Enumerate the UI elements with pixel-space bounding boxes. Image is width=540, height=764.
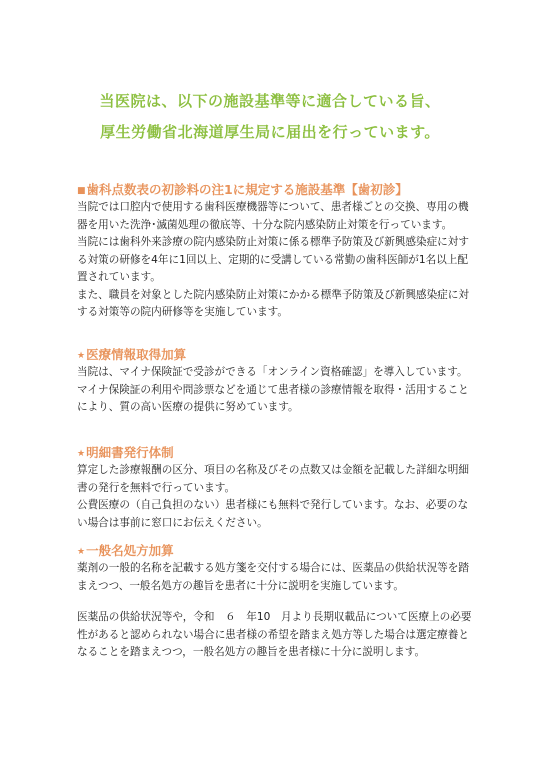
star-bullet-icon: ★ — [77, 449, 86, 459]
page-title-line-2: 厚生労働省北海道厚生局に届出を行っています。 — [100, 123, 440, 141]
star-bullet-icon: ★ — [77, 547, 86, 557]
section-heading-text: 一般名処方加算 — [86, 543, 174, 558]
paragraph: 当院では口腔内で使用する歯科医療機器等について、患者様ごとの交換、専用の機器を用いた洗浄･滅菌処理の徹底等、十分な院内感染防止対策を行っています。 — [77, 201, 469, 231]
square-bullet-icon: ■ — [77, 186, 86, 196]
paragraph: また、職員を対象とした院内感染防止対策にかかる標準予防策及び新興感染症に対する対策等の院内研修等を実施しています。 — [77, 288, 469, 318]
paragraph: 薬剤の一般的名称を記載する処方箋を交付する場合には、医薬品の供給状況等を踏まえつつ、一般名処方の趣旨を患者に十分に説明を実施しています。 — [77, 562, 469, 592]
paragraph-spacer — [77, 595, 472, 609]
paragraph: 公費医療の（自己負担のない）患者様にも無料で発行しています。なお、必要のない場合は事前に窓口にお伝えください。 — [77, 499, 469, 529]
section-heading-text: 医療情報取得加算 — [86, 347, 187, 362]
paragraph: 医薬品の供給状況等や，令和 ６ 年10 月より長期収載品について医療上の必要性があると認められない場合に患者様の希望を踏まえ処方等した場合は選定療養となることを踏まえつつ，一般名処方の趣旨を患者様に十分に説明します。 — [77, 611, 472, 658]
section-body-medical-info — [77, 364, 472, 417]
section-body-itemized-receipt — [77, 462, 472, 532]
section-heading-generic-prescription — [77, 541, 174, 559]
section-body-generic-prescription — [77, 560, 472, 662]
section-body-initial-consultation — [77, 199, 472, 322]
section-heading-text: 歯科点数表の初診料の注1に規定する施設基準【歯初診】 — [86, 182, 408, 197]
paragraph: マイナ保険証の利用や問診票などを通じて患者様の診療情報を取得・活用することにより、質の高い医療の提供に努めています。 — [77, 383, 469, 413]
section-heading-text: 明細書発行体制 — [86, 445, 174, 460]
paragraph: 算定した診療報酬の区分、項目の名称及びその点数又は金額を記載した詳細な明細書の発行を無料で行っています。 — [77, 464, 469, 494]
page-title-line-1: 当医院は、以下の施設基準等に適合している旨、 — [99, 92, 441, 110]
paragraph: 当院には歯科外来診療の院内感染防止対策に係る標準予防策及び新興感染症に対する対策の研修を4年に1回以上、定期的に受講している常勤の歯科医師が1名以上配置されています。 — [77, 236, 469, 283]
star-bullet-icon: ★ — [77, 351, 86, 361]
section-heading-itemized-receipt — [77, 443, 174, 461]
section-heading-medical-info — [77, 345, 186, 363]
paragraph: 当院は、マイナ保険証で受診ができる「オンライン資格確認」を導入しています。 — [77, 366, 468, 378]
section-heading-initial-consultation — [77, 180, 408, 198]
